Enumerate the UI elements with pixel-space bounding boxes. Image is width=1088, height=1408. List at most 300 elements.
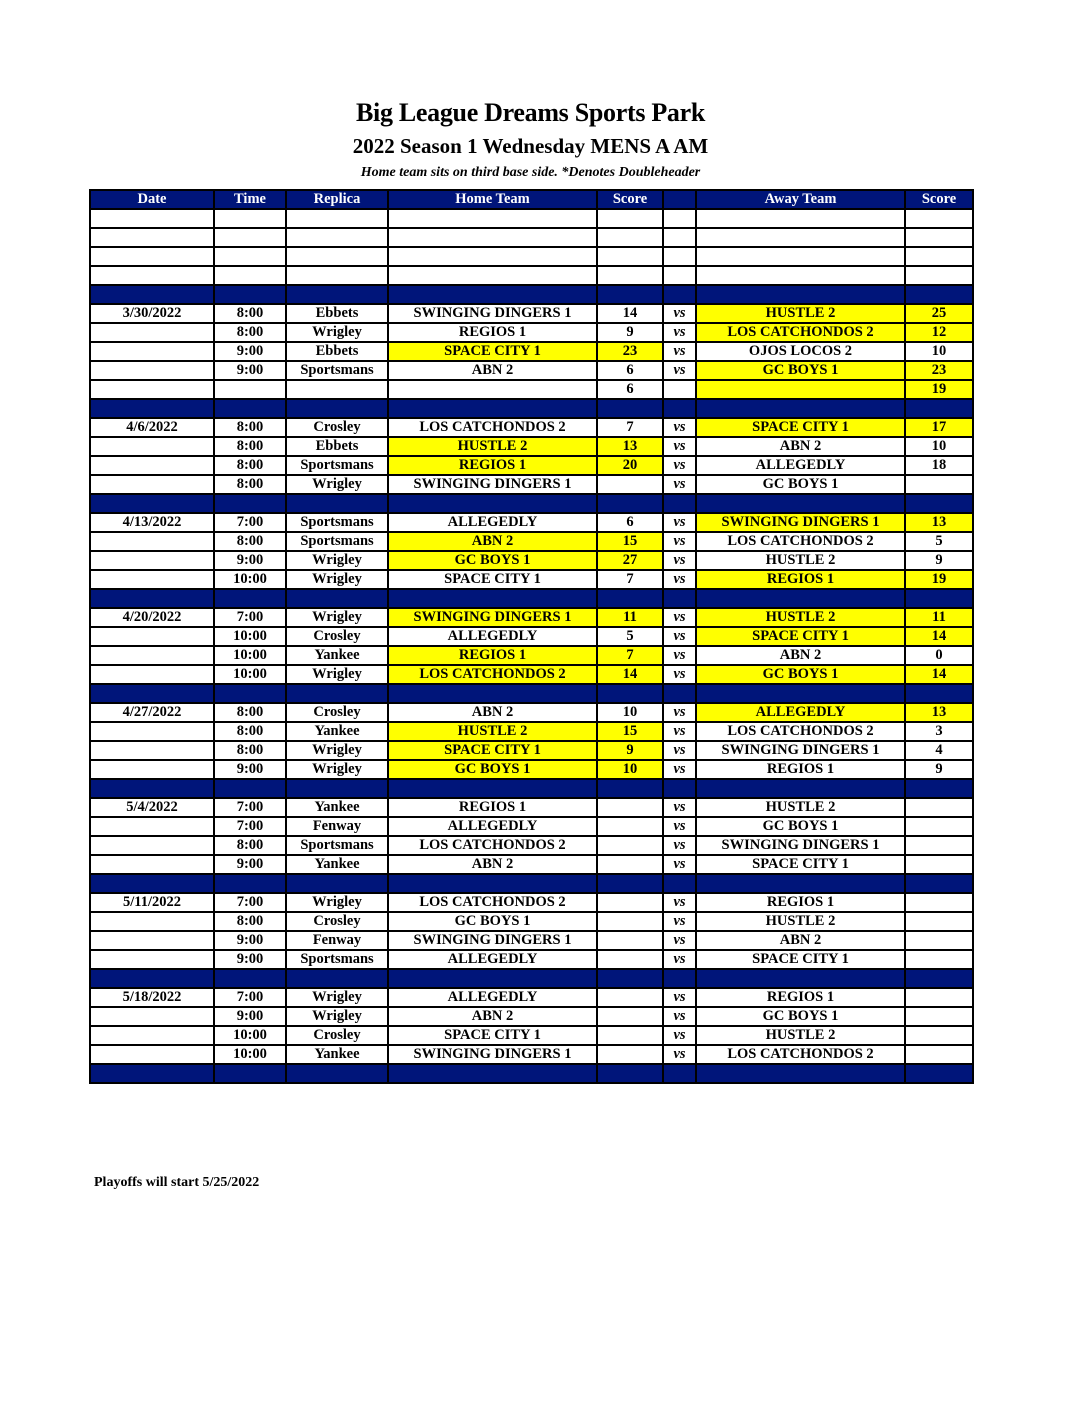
vs-cell: vs xyxy=(663,627,696,646)
away-team-cell: REGIOS 1 xyxy=(696,988,905,1007)
vs-cell xyxy=(663,209,696,228)
away-score-cell: 9 xyxy=(905,760,973,779)
week-separator-row xyxy=(90,684,973,703)
time-cell: 7:00 xyxy=(214,893,286,912)
home-team-cell xyxy=(388,266,597,285)
replica-cell: Wrigley xyxy=(286,475,388,494)
home-team-cell: SPACE CITY 1 xyxy=(388,741,597,760)
away-team-cell: REGIOS 1 xyxy=(696,893,905,912)
home-team-cell: SPACE CITY 1 xyxy=(388,1026,597,1045)
away-team-cell: HUSTLE 2 xyxy=(696,1026,905,1045)
blank-row xyxy=(90,266,973,285)
time-cell xyxy=(214,684,286,703)
date-cell xyxy=(90,551,214,570)
page-subtitle: 2022 Season 1 Wednesday MENS A AM xyxy=(352,134,709,158)
vs-cell: vs xyxy=(663,836,696,855)
replica-cell: Crosley xyxy=(286,703,388,722)
vs-cell: vs xyxy=(663,741,696,760)
away-team-cell: SWINGING DINGERS 1 xyxy=(696,513,905,532)
home-team-cell xyxy=(388,399,597,418)
vs-cell: vs xyxy=(663,817,696,836)
date-cell: 5/4/2022 xyxy=(90,798,214,817)
replica-cell: Wrigley xyxy=(286,1007,388,1026)
home-team-cell: ABN 2 xyxy=(388,1007,597,1026)
away-team-cell xyxy=(696,285,905,304)
home-score-cell: 6 xyxy=(597,380,663,399)
date-cell xyxy=(90,1064,214,1083)
home-team-cell xyxy=(388,1064,597,1083)
replica-cell: Yankee xyxy=(286,722,388,741)
home-score-cell xyxy=(597,912,663,931)
home-team-cell: LOS CATCHONDOS 2 xyxy=(388,418,597,437)
game-row xyxy=(90,608,973,627)
game-row xyxy=(90,1007,973,1026)
game-row xyxy=(90,817,973,836)
home-team-cell: HUSTLE 2 xyxy=(388,437,597,456)
time-cell xyxy=(214,874,286,893)
game-row xyxy=(90,627,973,646)
col-date: Date xyxy=(90,190,214,209)
away-score-cell xyxy=(905,1026,973,1045)
away-team-cell: GC BOYS 1 xyxy=(696,475,905,494)
vs-cell xyxy=(663,228,696,247)
game-row xyxy=(90,836,973,855)
replica-cell: Ebbets xyxy=(286,437,388,456)
away-team-cell: LOS CATCHONDOS 2 xyxy=(696,1045,905,1064)
replica-cell: Yankee xyxy=(286,646,388,665)
time-cell xyxy=(214,266,286,285)
replica-cell xyxy=(286,969,388,988)
replica-cell xyxy=(286,266,388,285)
date-cell xyxy=(90,684,214,703)
replica-cell: Wrigley xyxy=(286,893,388,912)
col-home-team: Home Team xyxy=(388,190,597,209)
away-team-cell xyxy=(696,1064,905,1083)
home-score-cell: 15 xyxy=(597,722,663,741)
col-away-score: Score xyxy=(905,190,973,209)
away-score-cell xyxy=(905,798,973,817)
replica-cell xyxy=(286,380,388,399)
col-home-score: Score xyxy=(597,190,663,209)
home-team-cell: REGIOS 1 xyxy=(388,323,597,342)
home-score-cell xyxy=(597,475,663,494)
home-team-cell xyxy=(388,228,597,247)
away-team-cell: HUSTLE 2 xyxy=(696,551,905,570)
vs-cell: vs xyxy=(663,551,696,570)
vs-cell xyxy=(663,494,696,513)
date-cell xyxy=(90,380,214,399)
home-team-cell: ALLEGEDLY xyxy=(388,817,597,836)
time-cell: 10:00 xyxy=(214,1045,286,1064)
game-row xyxy=(90,361,973,380)
game-row xyxy=(90,722,973,741)
away-score-cell xyxy=(905,779,973,798)
away-team-cell: SPACE CITY 1 xyxy=(696,418,905,437)
time-cell: 8:00 xyxy=(214,475,286,494)
blank-row xyxy=(90,209,973,228)
away-score-cell xyxy=(905,855,973,874)
away-score-cell xyxy=(905,931,973,950)
game-row xyxy=(90,760,973,779)
date-cell xyxy=(90,741,214,760)
game-row xyxy=(90,418,973,437)
vs-cell xyxy=(663,247,696,266)
replica-cell: Crosley xyxy=(286,1026,388,1045)
away-team-cell: HUSTLE 2 xyxy=(696,798,905,817)
replica-cell: Yankee xyxy=(286,798,388,817)
vs-cell xyxy=(663,285,696,304)
time-cell: 8:00 xyxy=(214,323,286,342)
date-cell xyxy=(90,437,214,456)
time-cell: 7:00 xyxy=(214,608,286,627)
week-separator-row xyxy=(90,589,973,608)
home-team-cell xyxy=(388,494,597,513)
replica-cell: Sportsmans xyxy=(286,532,388,551)
date-cell xyxy=(90,532,214,551)
home-score-cell xyxy=(597,950,663,969)
home-score-cell xyxy=(597,494,663,513)
away-team-cell xyxy=(696,399,905,418)
vs-cell: vs xyxy=(663,608,696,627)
home-team-cell: ABN 2 xyxy=(388,703,597,722)
away-team-cell: GC BOYS 1 xyxy=(696,665,905,684)
blank-row xyxy=(90,247,973,266)
away-team-cell xyxy=(696,589,905,608)
time-cell: 10:00 xyxy=(214,646,286,665)
home-score-cell: 9 xyxy=(597,741,663,760)
away-team-cell: LOS CATCHONDOS 2 xyxy=(696,722,905,741)
home-score-cell xyxy=(597,817,663,836)
game-row xyxy=(90,893,973,912)
away-score-cell xyxy=(905,228,973,247)
game-row xyxy=(90,456,973,475)
away-team-cell: REGIOS 1 xyxy=(696,760,905,779)
time-cell: 7:00 xyxy=(214,988,286,1007)
away-team-cell: SWINGING DINGERS 1 xyxy=(696,836,905,855)
home-score-cell xyxy=(597,1007,663,1026)
home-team-cell xyxy=(388,285,597,304)
vs-cell: vs xyxy=(663,760,696,779)
date-cell xyxy=(90,912,214,931)
home-team-cell xyxy=(388,209,597,228)
replica-cell: Sportsmans xyxy=(286,513,388,532)
time-cell: 10:00 xyxy=(214,665,286,684)
time-cell xyxy=(214,380,286,399)
away-score-cell: 17 xyxy=(905,418,973,437)
away-team-cell xyxy=(696,874,905,893)
vs-cell: vs xyxy=(663,722,696,741)
game-row xyxy=(90,988,973,1007)
away-score-cell: 13 xyxy=(905,703,973,722)
home-score-cell xyxy=(597,285,663,304)
home-score-cell xyxy=(597,1045,663,1064)
home-score-cell xyxy=(597,399,663,418)
game-row xyxy=(90,855,973,874)
away-team-cell: HUSTLE 2 xyxy=(696,912,905,931)
vs-cell: vs xyxy=(663,304,696,323)
away-score-cell xyxy=(905,969,973,988)
vs-cell: vs xyxy=(663,703,696,722)
game-row xyxy=(90,532,973,551)
away-score-cell xyxy=(905,589,973,608)
week-separator-row xyxy=(90,779,973,798)
replica-cell: Crosley xyxy=(286,418,388,437)
vs-cell xyxy=(663,1064,696,1083)
week-separator-row xyxy=(90,285,973,304)
vs-cell: vs xyxy=(663,1045,696,1064)
home-team-cell: SPACE CITY 1 xyxy=(388,570,597,589)
replica-cell: Ebbets xyxy=(286,342,388,361)
game-row xyxy=(90,646,973,665)
away-score-cell xyxy=(905,1007,973,1026)
date-cell xyxy=(90,266,214,285)
home-team-cell: LOS CATCHONDOS 2 xyxy=(388,893,597,912)
home-team-cell: GC BOYS 1 xyxy=(388,551,597,570)
time-cell xyxy=(214,779,286,798)
replica-cell: Wrigley xyxy=(286,570,388,589)
replica-cell xyxy=(286,399,388,418)
home-score-cell: 5 xyxy=(597,627,663,646)
time-cell: 7:00 xyxy=(214,817,286,836)
home-team-cell: ABN 2 xyxy=(388,361,597,380)
date-cell xyxy=(90,323,214,342)
game-row xyxy=(90,798,973,817)
away-team-cell: GC BOYS 1 xyxy=(696,361,905,380)
home-score-cell xyxy=(597,684,663,703)
vs-cell: vs xyxy=(663,950,696,969)
time-cell: 8:00 xyxy=(214,722,286,741)
away-team-cell: SPACE CITY 1 xyxy=(696,627,905,646)
away-score-cell: 12 xyxy=(905,323,973,342)
home-team-cell: SWINGING DINGERS 1 xyxy=(388,608,597,627)
vs-cell xyxy=(663,969,696,988)
date-cell xyxy=(90,950,214,969)
vs-cell: vs xyxy=(663,665,696,684)
away-score-cell: 14 xyxy=(905,665,973,684)
date-cell xyxy=(90,760,214,779)
replica-cell: Yankee xyxy=(286,855,388,874)
home-team-cell: SWINGING DINGERS 1 xyxy=(388,304,597,323)
game-row xyxy=(90,551,973,570)
week-separator-row xyxy=(90,969,973,988)
away-team-cell: ABN 2 xyxy=(696,437,905,456)
home-score-cell xyxy=(597,209,663,228)
game-row xyxy=(90,342,973,361)
date-cell: 4/20/2022 xyxy=(90,608,214,627)
schedule-note: Home team sits on third base side. *Denotes Doubleheader xyxy=(360,165,701,180)
away-score-cell xyxy=(905,950,973,969)
away-team-cell: HUSTLE 2 xyxy=(696,608,905,627)
away-score-cell xyxy=(905,1045,973,1064)
replica-cell xyxy=(286,209,388,228)
week-separator-row xyxy=(90,399,973,418)
game-row xyxy=(90,475,973,494)
game-row xyxy=(90,665,973,684)
away-score-cell xyxy=(905,1064,973,1083)
replica-cell: Wrigley xyxy=(286,665,388,684)
time-cell: 9:00 xyxy=(214,760,286,779)
vs-cell: vs xyxy=(663,1007,696,1026)
away-team-cell xyxy=(696,228,905,247)
home-score-cell: 10 xyxy=(597,703,663,722)
away-team-cell xyxy=(696,266,905,285)
home-score-cell xyxy=(597,931,663,950)
game-row xyxy=(90,304,973,323)
time-cell xyxy=(214,1064,286,1083)
time-cell xyxy=(214,228,286,247)
time-cell xyxy=(214,285,286,304)
replica-cell: Sportsmans xyxy=(286,456,388,475)
time-cell: 8:00 xyxy=(214,836,286,855)
time-cell: 8:00 xyxy=(214,456,286,475)
date-cell xyxy=(90,817,214,836)
game-row xyxy=(90,931,973,950)
vs-cell: vs xyxy=(663,646,696,665)
away-score-cell xyxy=(905,684,973,703)
home-score-cell: 10 xyxy=(597,760,663,779)
home-score-cell xyxy=(597,798,663,817)
replica-cell: Wrigley xyxy=(286,741,388,760)
date-cell xyxy=(90,1007,214,1026)
replica-cell: Crosley xyxy=(286,627,388,646)
vs-cell xyxy=(663,589,696,608)
col-away-team: Away Team xyxy=(696,190,905,209)
home-score-cell xyxy=(597,247,663,266)
game-row xyxy=(90,380,973,399)
away-score-cell: 5 xyxy=(905,532,973,551)
replica-cell: Wrigley xyxy=(286,323,388,342)
away-team-cell: GC BOYS 1 xyxy=(696,817,905,836)
replica-cell xyxy=(286,228,388,247)
vs-cell xyxy=(663,779,696,798)
away-score-cell: 3 xyxy=(905,722,973,741)
date-cell xyxy=(90,361,214,380)
game-row xyxy=(90,1045,973,1064)
time-cell: 8:00 xyxy=(214,437,286,456)
replica-cell xyxy=(286,874,388,893)
time-cell: 8:00 xyxy=(214,912,286,931)
time-cell: 10:00 xyxy=(214,570,286,589)
away-score-cell xyxy=(905,912,973,931)
away-team-cell xyxy=(696,684,905,703)
replica-cell: Sportsmans xyxy=(286,836,388,855)
away-score-cell: 11 xyxy=(905,608,973,627)
game-row xyxy=(90,437,973,456)
time-cell: 9:00 xyxy=(214,931,286,950)
date-cell xyxy=(90,228,214,247)
vs-cell: vs xyxy=(663,323,696,342)
away-score-cell xyxy=(905,285,973,304)
date-cell: 4/6/2022 xyxy=(90,418,214,437)
home-team-cell: ALLEGEDLY xyxy=(388,627,597,646)
date-cell xyxy=(90,1026,214,1045)
home-team-cell: SWINGING DINGERS 1 xyxy=(388,1045,597,1064)
away-score-cell: 18 xyxy=(905,456,973,475)
away-team-cell: SPACE CITY 1 xyxy=(696,855,905,874)
replica-cell: Wrigley xyxy=(286,988,388,1007)
away-team-cell: GC BOYS 1 xyxy=(696,1007,905,1026)
date-cell xyxy=(90,247,214,266)
game-row xyxy=(90,950,973,969)
home-score-cell: 14 xyxy=(597,304,663,323)
page-title: Big League Dreams Sports Park xyxy=(355,98,706,127)
away-score-cell xyxy=(905,817,973,836)
time-cell xyxy=(214,209,286,228)
replica-cell xyxy=(286,589,388,608)
time-cell: 8:00 xyxy=(214,532,286,551)
home-score-cell xyxy=(597,969,663,988)
home-score-cell: 27 xyxy=(597,551,663,570)
home-score-cell: 15 xyxy=(597,532,663,551)
away-score-cell: 19 xyxy=(905,570,973,589)
away-team-cell: ABN 2 xyxy=(696,931,905,950)
date-cell xyxy=(90,646,214,665)
home-team-cell: REGIOS 1 xyxy=(388,646,597,665)
blank-row xyxy=(90,228,973,247)
time-cell: 8:00 xyxy=(214,741,286,760)
replica-cell: Wrigley xyxy=(286,760,388,779)
week-separator-row xyxy=(90,1064,973,1083)
vs-cell: vs xyxy=(663,361,696,380)
replica-cell xyxy=(286,285,388,304)
date-cell xyxy=(90,285,214,304)
game-row xyxy=(90,570,973,589)
home-score-cell: 9 xyxy=(597,323,663,342)
home-score-cell xyxy=(597,874,663,893)
home-score-cell xyxy=(597,266,663,285)
away-score-cell: 4 xyxy=(905,741,973,760)
vs-cell: vs xyxy=(663,342,696,361)
replica-cell: Wrigley xyxy=(286,551,388,570)
vs-cell: vs xyxy=(663,570,696,589)
date-cell xyxy=(90,342,214,361)
home-score-cell xyxy=(597,779,663,798)
game-row xyxy=(90,703,973,722)
home-score-cell xyxy=(597,1064,663,1083)
away-team-cell: REGIOS 1 xyxy=(696,570,905,589)
replica-cell: Fenway xyxy=(286,817,388,836)
away-team-cell xyxy=(696,209,905,228)
replica-cell xyxy=(286,779,388,798)
vs-cell: vs xyxy=(663,513,696,532)
home-team-cell: ABN 2 xyxy=(388,855,597,874)
replica-cell: Sportsmans xyxy=(286,950,388,969)
time-cell: 8:00 xyxy=(214,304,286,323)
vs-cell: vs xyxy=(663,1026,696,1045)
playoffs-note: Playoffs will start 5/25/2022 xyxy=(94,1175,260,1190)
game-row xyxy=(90,912,973,931)
replica-cell: Sportsmans xyxy=(286,361,388,380)
away-team-cell xyxy=(696,247,905,266)
replica-cell xyxy=(286,494,388,513)
date-cell xyxy=(90,874,214,893)
away-team-cell xyxy=(696,969,905,988)
home-team-cell xyxy=(388,589,597,608)
date-cell xyxy=(90,627,214,646)
date-cell xyxy=(90,209,214,228)
home-team-cell xyxy=(388,969,597,988)
home-score-cell: 13 xyxy=(597,437,663,456)
vs-cell: vs xyxy=(663,988,696,1007)
date-cell xyxy=(90,722,214,741)
away-score-cell: 25 xyxy=(905,304,973,323)
vs-cell xyxy=(663,684,696,703)
date-cell: 5/11/2022 xyxy=(90,893,214,912)
away-score-cell: 10 xyxy=(905,437,973,456)
home-score-cell xyxy=(597,589,663,608)
game-row xyxy=(90,513,973,532)
home-score-cell xyxy=(597,228,663,247)
